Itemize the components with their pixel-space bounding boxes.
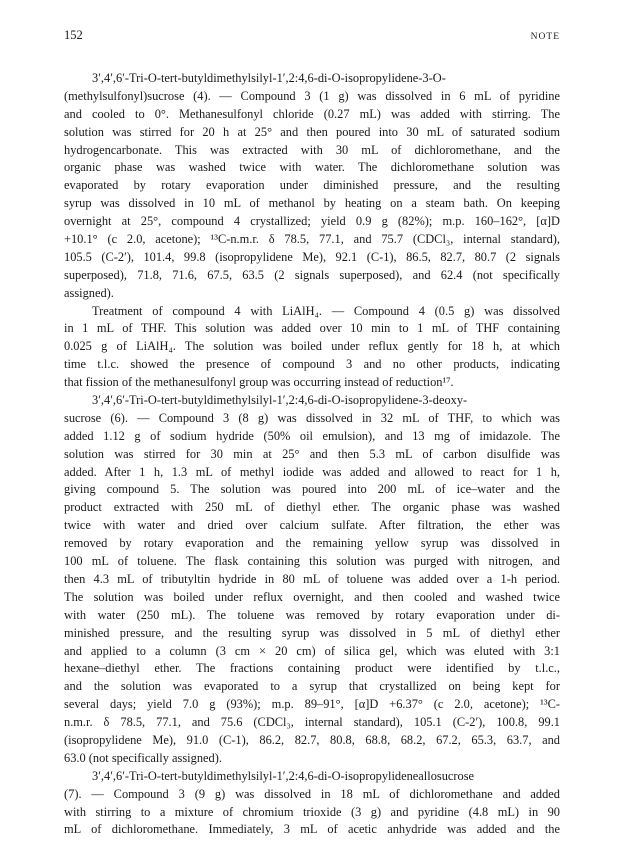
- text-line: 3′,4′,6′-Tri-O-tert-butyldimethylsilyl-1′,2:4,6-di-O-isopropylidene-3-O-: [92, 71, 446, 85]
- text-line: several days; yield 7.0 g (93%); m.p. 89–91°, [α]D +6.37° (c 2.0, acetone); ¹³C-: [64, 697, 560, 712]
- text-line: product extracted with 250 mL of diethyl ether. The organic phase was washed: [64, 500, 560, 515]
- text-line: organic phase was washed twice with water. The dichloromethane solution was: [64, 160, 560, 175]
- body-text: [64, 70, 560, 839]
- text-line: time t.l.c. showed the presence of compound 3 and no other products, indicating: [64, 357, 560, 372]
- text-line: giving compound 5. The solution was poured into 200 mL of ice–water and the: [64, 482, 560, 497]
- text-line: 100 mL of toluene. The flask containing this solution was purged with nitrogen, and: [64, 554, 560, 569]
- text-line: solution was stirred for 30 min at 25° and then 5.3 mL of carbon disulfide was: [64, 446, 560, 461]
- text-line: Treatment of compound 4 with LiAlH₄. — Compound 4 (0.5 g) was dissolved: [92, 303, 560, 318]
- text-line: 63.0 (not specifically assigned).: [64, 750, 222, 765]
- text-line: with water (250 mL). The toluene was removed by rotary evaporation under di-: [64, 607, 560, 622]
- text-line: twice with water and dried over calcium sulfate. After filtration, the ether was: [64, 518, 560, 533]
- text-line: The solution was boiled under reflux overnight, and then cooled and washed twice: [64, 589, 560, 604]
- text-line: removed by rotary evaporation and the remaining yellow syrup was dissolved in: [64, 536, 560, 551]
- text-line: assigned).: [64, 285, 114, 300]
- text-line: 0.025 g of LiAlH₄. The solution was boiled under reflux gently for 18 h, at which: [64, 339, 560, 354]
- text-line: minished pressure, and the resulting syrup was dissolved in 5 mL of diethyl ether: [64, 625, 560, 640]
- text-line: added. After 1 h, 1.3 mL of methyl iodide was added and allowed to react for 1 h,: [64, 464, 560, 479]
- text-line: then 4.3 mL of tributyltin hydride in 80 mL of toluene was added over a 1-h period.: [64, 571, 560, 586]
- text-line: (methylsulfonyl)sucrose (4). — Compound 3 (1 g) was dissolved in 6 mL of pyridine: [64, 88, 560, 103]
- running-head: NOTE: [530, 32, 560, 42]
- text-line: n.m.r. δ 78.5, 77.1, and 75.6 (CDCl₃, internal standard), 105.1 (C-2′), 100.8, 99.1: [64, 715, 560, 730]
- text-line: syrup was dissolved in 10 mL of methanol by heating on a steam bath. On keeping: [64, 196, 560, 211]
- text-line: that fission of the methanesulfonyl group was occurring instead of reduction¹⁷.: [64, 375, 454, 390]
- text-line: (isopropylidene Me), 91.0 (C-1), 86.2, 82.7, 80.8, 68.8, 68.2, 67.2, 65.3, 63.7, and: [64, 732, 560, 747]
- text-line: 3′,4′,6′-Tri-O-tert-butyldimethylsilyl-1′,2:4,6-di-O-isopropylidene-3-deoxy-: [92, 393, 468, 408]
- text-line: (7). — Compound 3 (9 g) was dissolved in 18 mL of dichloromethane and added: [64, 786, 560, 801]
- text-line: hexane–diethyl ether. The fractions containing product were identified by t.l.c.,: [64, 661, 560, 676]
- text-line: sucrose (6). — Compound 3 (8 g) was dissolved in 32 mL of THF, to which was: [64, 410, 560, 425]
- text-line: superposed), 71.8, 71.6, 67.5, 63.5 (2 signals superposed), and 62.4 (not specifically: [64, 267, 560, 282]
- text-line: with stirring to a mixture of chromium trioxide (3 g) and pyridine (4.8 mL) in 90: [64, 804, 560, 819]
- text-line: and the solution was evaporated to a syrup that crystallized on being kept for: [64, 679, 560, 694]
- text-line: evaporated by rotary evaporation under diminished pressure, and the resulting: [64, 178, 560, 193]
- page-number: 152: [64, 28, 83, 42]
- text-line: hydrogencarbonate. This was extracted with 30 mL of dichloromethane, and the: [64, 142, 560, 157]
- text-line: in 1 mL of THF. This solution was added over 10 min to 1 mL of THF containing: [64, 321, 560, 336]
- text-line: and applied to a column (3 cm × 20 cm) of silica gel, which was eluted with 3:1: [64, 643, 560, 658]
- text-line: overnight at 25°, compound 4 crystallized; yield 0.9 g (82%); m.p. 160–162°, [α]D: [64, 214, 560, 229]
- text-line: 3′,4′,6′-Tri-O-tert-butyldimethylsilyl-1′,2:4,6-di-O-isopropylideneallosucrose: [92, 768, 475, 783]
- text-line: and cooled to 0°. Methanesulfonyl chloride (0.27 mL) was added with stirring. The: [64, 106, 560, 121]
- page-header: [64, 28, 560, 48]
- text-line: solution was stirred for 20 h at 25° and then poured into 30 mL of saturated sodium: [64, 124, 560, 139]
- text-line: mL of dichloromethane. Immediately, 3 mL of acetic anhydride was added and the: [64, 822, 560, 837]
- text-line: +10.1° (c 2.0, acetone); ¹³C-n.m.r. δ 78.5, 77.1, and 75.7 (CDCl₃, internal standard),: [64, 232, 560, 247]
- text-line: 105.5 (C-2′), 101.4, 99.8 (isopropylidene Me), 92.1 (C-1), 86.5, 82.7, 80.7 (2 signals: [64, 249, 560, 264]
- text-line: added 1.12 g of sodium hydride (50% oil emulsion), and 13 mg of imidazole. The: [64, 428, 560, 443]
